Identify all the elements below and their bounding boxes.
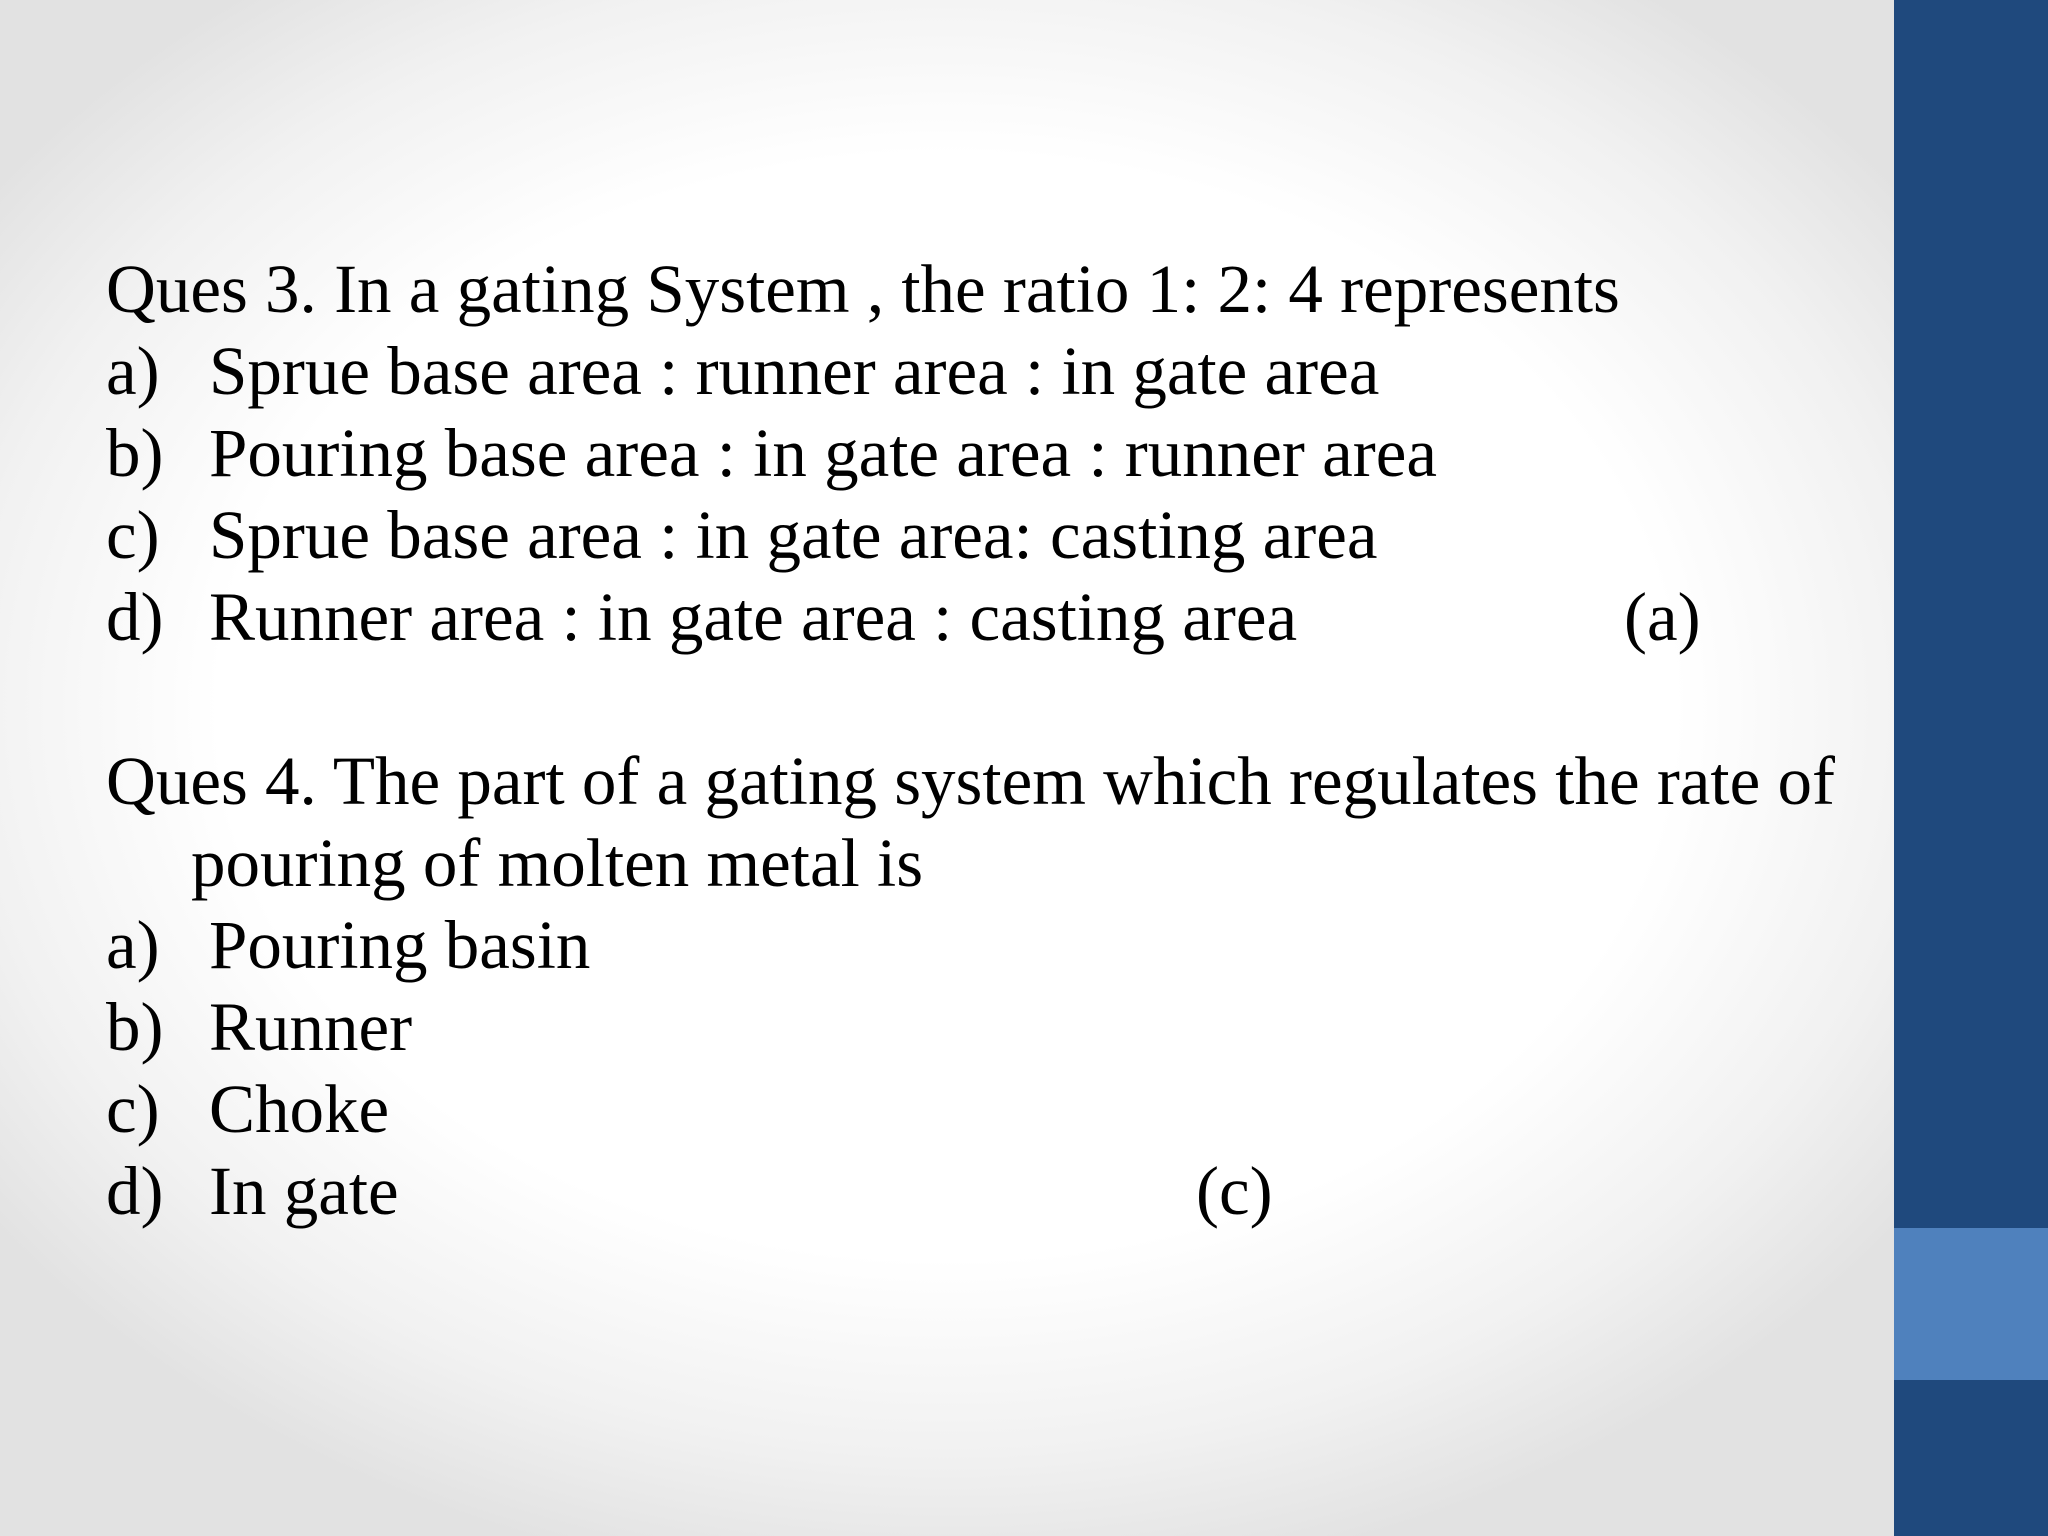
option-letter: a): [106, 907, 160, 983]
question-3-text: In a gating System , the ratio 1: 2: 4 represents: [334, 251, 1620, 327]
question-4-option-c: [106, 1068, 1866, 1150]
question-4-text-line-1: The part of a gating system which regulates the rate of: [332, 743, 1835, 819]
question-4-prompt: [106, 740, 1866, 822]
option-text: Pouring basin: [209, 907, 591, 983]
question-4-text-line-2: pouring of molten metal is: [191, 825, 924, 901]
option-letter: b): [106, 989, 164, 1065]
question-3-option-b: [106, 412, 1866, 494]
question-4-option-a: [106, 904, 1866, 986]
question-3-option-d: [106, 576, 1866, 658]
option-letter: d): [106, 1153, 164, 1229]
option-letter: c): [106, 497, 160, 573]
option-text: Runner: [209, 989, 413, 1065]
option-text: In gate: [209, 1153, 399, 1229]
option-letter: b): [106, 415, 164, 491]
option-text: Sprue base area : in gate area: casting area: [209, 497, 1378, 573]
option-text: Choke: [209, 1071, 390, 1147]
option-letter: a): [106, 333, 160, 409]
question-3-prompt: [106, 248, 1866, 330]
question-4-option-d: [106, 1150, 1866, 1232]
question-4-number: Ques 4.: [106, 743, 317, 819]
side-decoration-accent: [1894, 1228, 2048, 1380]
option-text: Sprue base area : runner area : in gate area: [209, 333, 1380, 409]
question-spacer: [106, 658, 1866, 740]
question-4-option-b: [106, 986, 1866, 1068]
question-4-answer: (c): [1196, 1153, 1273, 1229]
option-text: Pouring base area : in gate area : runner area: [209, 415, 1437, 491]
question-4-prompt-continued: [106, 822, 1866, 904]
option-letter: d): [106, 579, 164, 655]
question-3-option-c: [106, 494, 1866, 576]
question-3-answer: (a): [1624, 579, 1701, 655]
question-3-option-a: [106, 330, 1866, 412]
slide-body: [106, 248, 1866, 1232]
question-3-number: Ques 3.: [106, 251, 317, 327]
option-letter: c): [106, 1071, 160, 1147]
option-text: Runner area : in gate area : casting area: [209, 579, 1298, 655]
